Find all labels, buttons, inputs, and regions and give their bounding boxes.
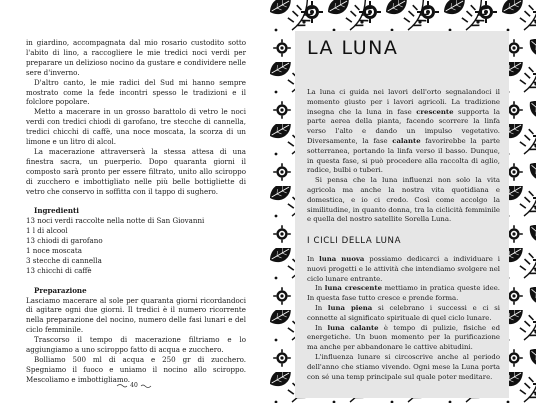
paragraph: In luna crescente mettiamo in pratica queste idee. In questa fase tutto cresce e prende forma. [307, 284, 500, 303]
paragraph: D'altro canto, le mie radici del Sud mi hanno sempre mostrato come la fede incontri spesso le tradizioni e il folclore popolare. [26, 77, 246, 107]
paragraph: In luna nuova possiamo dedicarci a individuare i nuovi progetti e le attività che intendiamo svolgere nel ciclo lunare entrante. [307, 254, 500, 283]
ingredient-item: 13 noci verdi raccolte nella notte di San Giovanni [26, 216, 205, 226]
preparation-heading: Preparazione [34, 285, 87, 295]
ingredient-item: 3 stecche di cannella [26, 255, 102, 265]
section-title: I CICLI DELLA LUNA [307, 236, 402, 247]
paragraph: In luna calante è tempo di pulizie, fisiche ed energetiche. Un buon momento per la purificazione ma anche per abbandonare le cattive abitudini. [307, 323, 500, 352]
paragraph: Lasciamo macerare al sole per quaranta giorni ricordandoci di agitare ogni due giorni. Il tredici è il numero ricorrente nella preparazione del nocino, numero delle fasi lunari e del ciclo femminile. [26, 295, 246, 335]
page-number [104, 382, 164, 389]
paragraph: In luna piena si celebrano i successi e ci si connette al significato spirituale di quel ciclo lunare. [307, 303, 501, 322]
ingredients-heading: Ingredienti [34, 206, 79, 216]
paragraph: L'influenza lunare si circoscrive anche al periodo dell'anno che stiamo vivendo. Ogni mese la Luna porta con sé una temp principale sul quale poter meditare. [307, 352, 500, 381]
paragraph: La luna ci guida nei lavori dell'orto segnalandoci il momento giusto per i lavori agricoli. La tradizione insegna che la luna in fase crescente supporta la parte aerea della pianta, facendo scorrere la linfa verso l'alto e dando un impulso vegetativo. Diversamente, la fase calante favorirebbe la parte sotterranea, portando la linfa verso il basso. Dunque, in questa fase, si può procedere alla raccolta di aglio, radice, bulbi o tuberi. [307, 88, 500, 175]
paragraph: La macerazione attraverserà la stessa attesa di una finestra sacra, un puerperio. Dopo quaranta giorni il composto sarà pronto per essere filtrato, unito allo sciroppo di zucchero e imbottigliato nelle più belle bottigliette di vetro che conservo in soffitta con il tappo di sughero. [26, 146, 246, 196]
paragraph: Metto a macerare in un grosso barattolo di vetro le noci verdi con tredici chiodi di garofano, tre stecche di cannella, tredici chicchi di caffè, una noce moscata, la scorza di un limone e un litro di alcol. [26, 107, 246, 147]
right-page [268, 0, 536, 403]
left-page-text [26, 38, 246, 385]
paragraph: in giardino, accompagnata dal mio rosario custodito sotto l'abito di lino, a raccogliere le mie tredici noci verdi per preparare un delizioso nocino da gustare e condividere nelle sere d'inverno. [26, 38, 246, 77]
ingredient-item: 1 l di alcool [26, 226, 68, 236]
paragraph: Si pensa che la luna influenzi non solo la vita agricola ma anche la nostra vita quotidiana e domestica, e io ci credo. Così come accolgo la similitudine, in quanto donna, tra la ciclicità femminile e quella del nostro satellite Sorella Luna. [307, 176, 500, 224]
right-page-text [307, 88, 500, 382]
flourish-left-icon [116, 383, 128, 389]
paragraph: Bolliamo 500 ml di acqua e 250 gr di zucchero. Spegniamo il fuoco e uniamo il nocino allo sciroppo. Mescoliamo e imbottigliamo. [26, 354, 246, 384]
page-number-text: 40 [130, 382, 138, 389]
paragraph: Trascorso il tempo di macerazione filtriamo e lo aggiungiamo a uno sciroppo fatto di acqua e zucchero. [26, 335, 246, 355]
chapter-title: LA LUNA [307, 37, 399, 59]
flourish-right-icon [140, 383, 152, 389]
ingredient-item: 13 chiodi di garofano [26, 236, 103, 246]
ingredient-item: 1 noce moscata [26, 246, 82, 256]
content-panel [295, 31, 509, 398]
ingredient-item: 13 chicchi di caffè [26, 265, 92, 275]
